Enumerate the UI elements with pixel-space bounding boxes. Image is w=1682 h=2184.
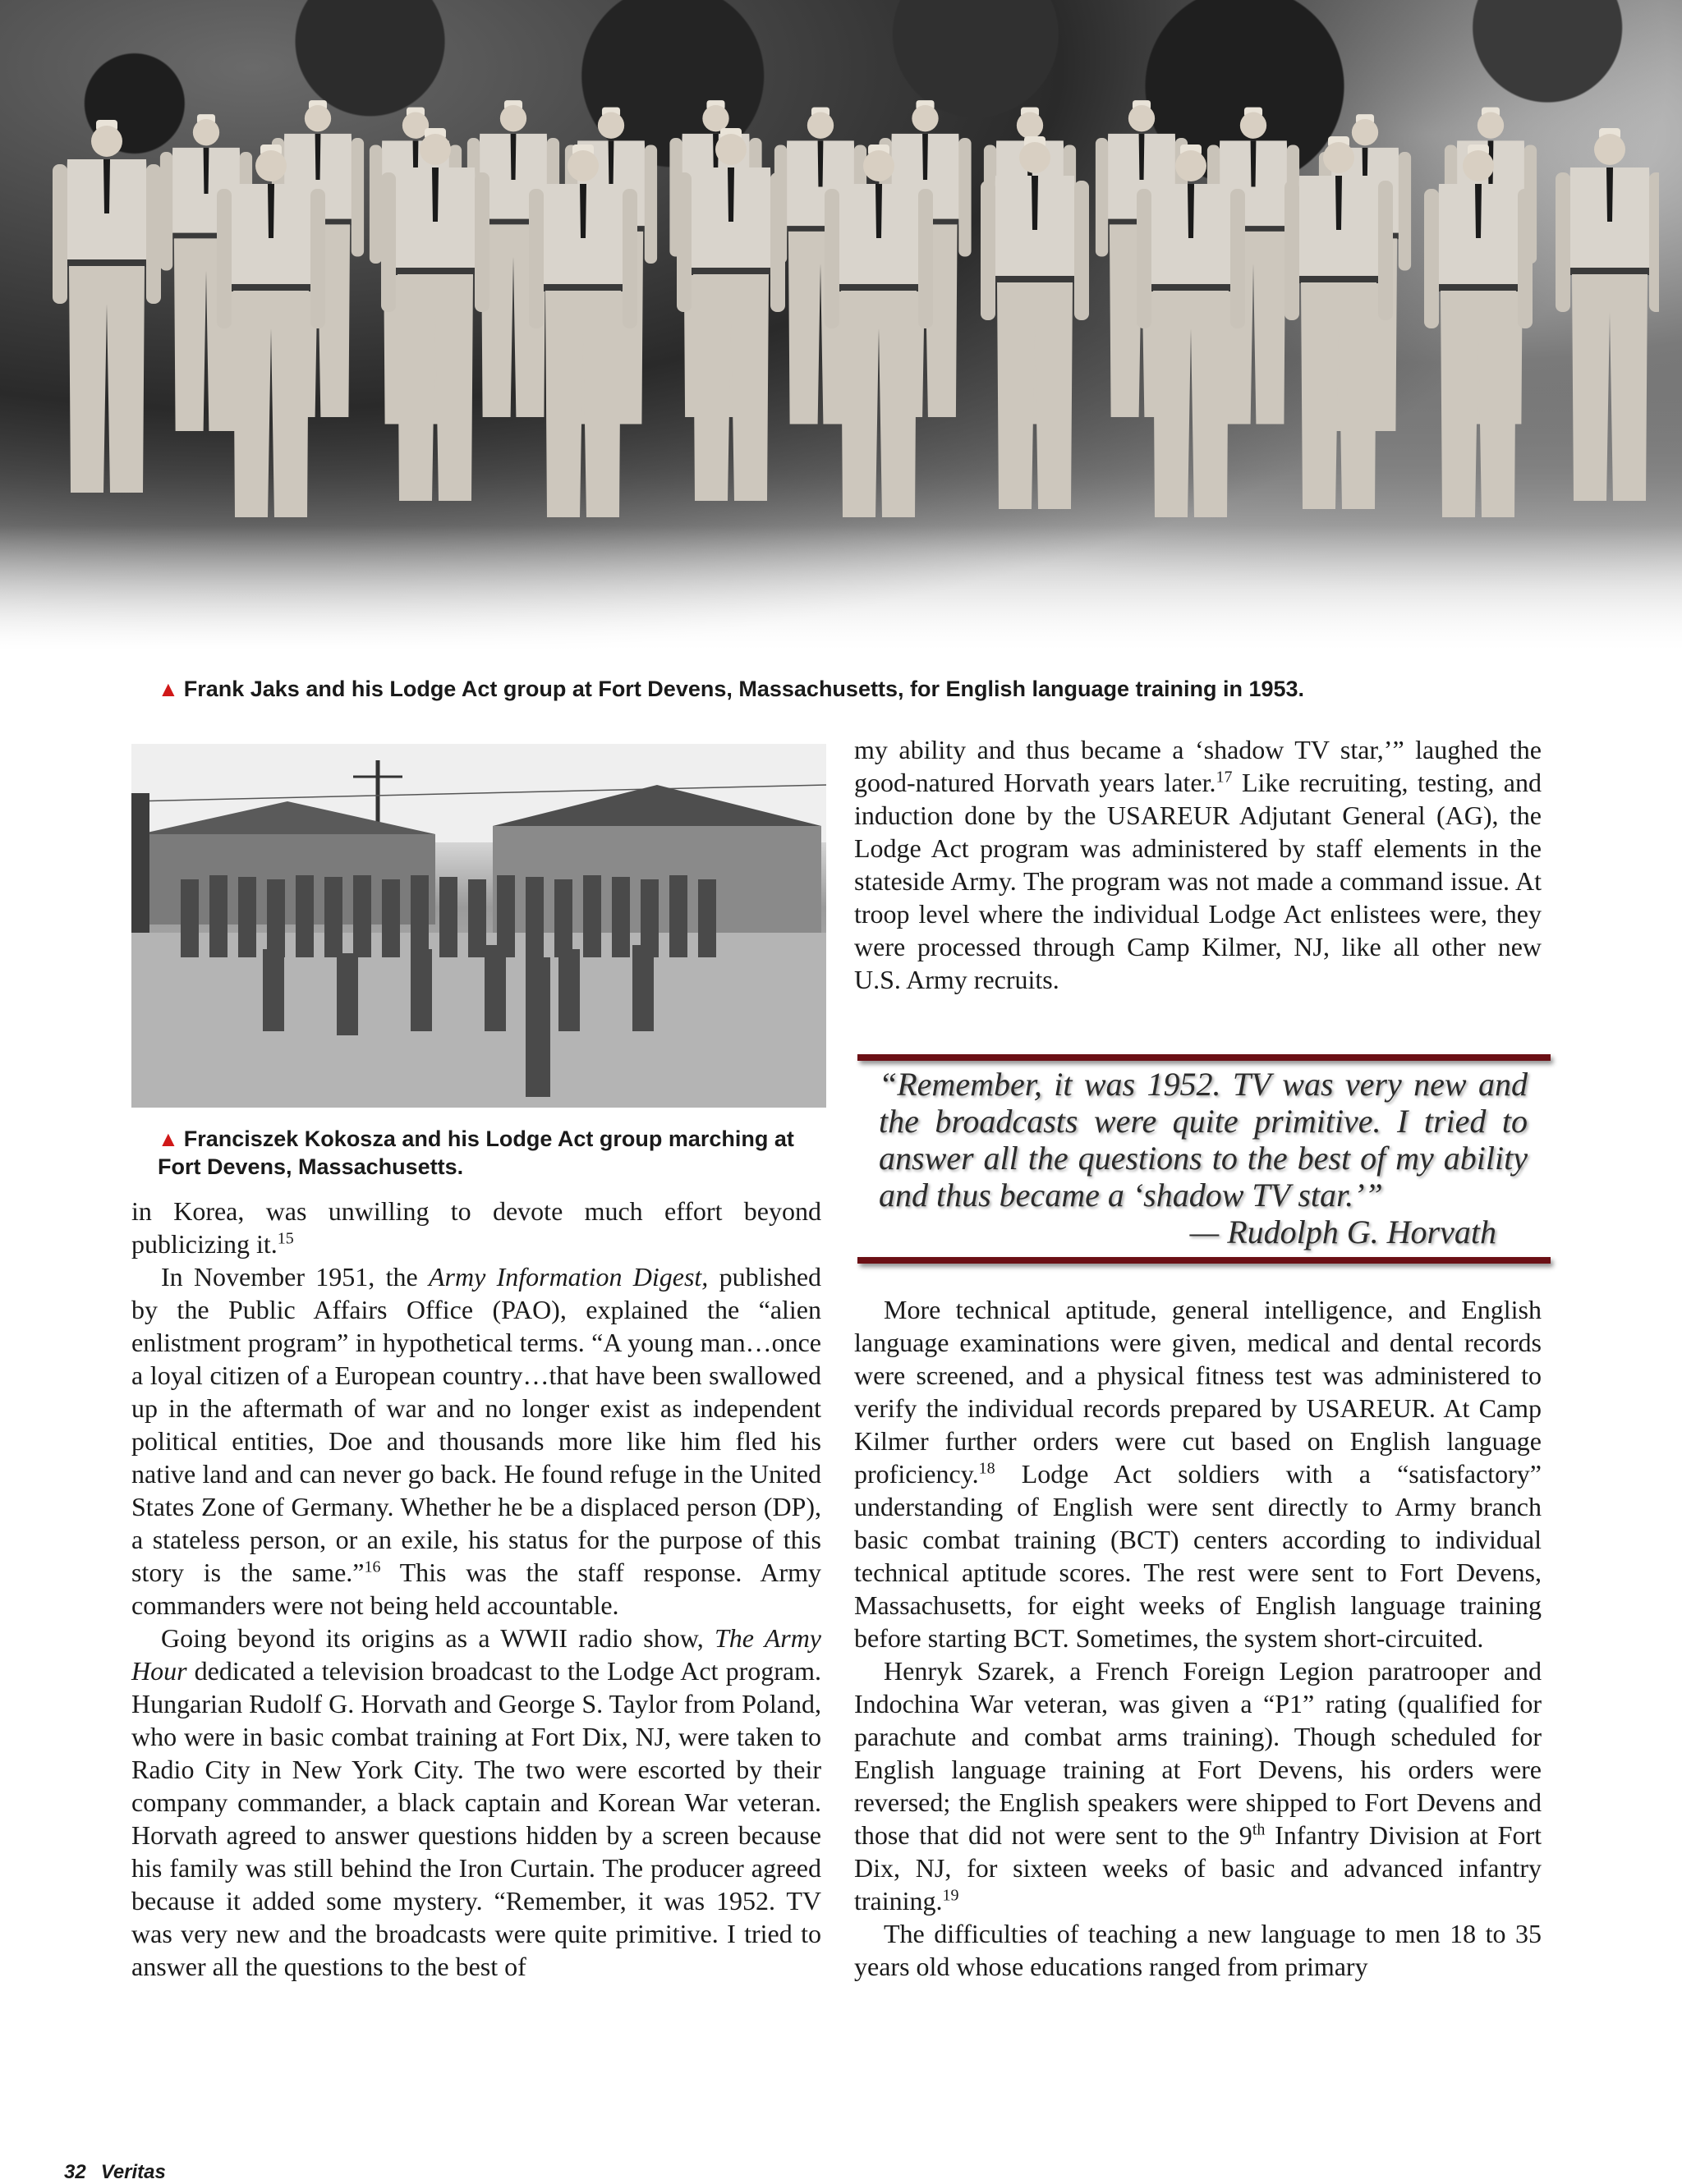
caption-triangle-icon: ▲ bbox=[158, 677, 179, 701]
top-photo-caption-text: Frank Jaks and his Lodge Act group at Fort Devens, Massachusetts, for English language training in 1953. bbox=[183, 677, 1305, 701]
right-paragraph-1: my ability and thus became a ‘shadow TV star,’” laughed the good-natured Horvath years later.$^{17}$ Like recruiting, testing, and induction done by the USAREUR Adjutant General (AG), the Lodge Act program was administered by staff elements in the stateside Army. The program was not made a command issue. At troop level where the individual Lodge Act enlistees were, they were processed through Camp Kilmer, NJ, like all other new U.S. Army recruits. bbox=[854, 735, 1542, 994]
pull-quote-bottom-rule bbox=[857, 1257, 1551, 1264]
ordinal-suffix: th bbox=[1252, 1820, 1266, 1839]
left-column bbox=[131, 1195, 821, 1983]
footnote-ref: 15 bbox=[277, 1229, 294, 1248]
pull-quote-text: “Remember, it was 1952. TV was very new and the broadcasts were quite primitive. I tried to answer all the questions to the best of my ability and thus became a ‘shadow TV star.’” bbox=[879, 1066, 1528, 1214]
right-paragraph-3: Henryk Szarek, a French Foreign Legion paratrooper and Indochina War veteran, was given a “P1” rating (qualified for parachute and combat arms training). Though scheduled for English language training at Fort Devens, his orders were reversed; the English speakers were shipped to Fort Devens and those that did not were sent to the 9th Infantry Division at Fort Dix, NJ, for sixteen weeks of basic and advanced infantry training.$^{19}$ bbox=[854, 1656, 1542, 1916]
footnote-ref: 19 bbox=[942, 1886, 959, 1905]
footnote-ref: 16 bbox=[364, 1558, 381, 1576]
marching-photo-caption bbox=[158, 1125, 831, 1181]
photo-fade bbox=[0, 525, 1682, 673]
caption-triangle-icon: ▲ bbox=[158, 1126, 179, 1151]
right-column-lower bbox=[854, 1293, 1542, 1983]
pull-quote-top-rule bbox=[857, 1054, 1551, 1061]
right-paragraph-2: More technical aptitude, general intelligence, and English language examinations were given, medical and dental records were screened, and a physical fitness test was administered to verify the individual records prepared by USAREUR. At Camp Kilmer further orders were cut based on English language proficiency.$^{18}$ Lodge Act soldiers with a “satisfactory” understanding of English were sent directly to Army branch basic combat training (BCT) centers according to individual technical aptitude scores. The rest were sent to Fort Devens, Massachusetts, for eight weeks of English language training before starting BCT. Sometimes, the system short-circuited. bbox=[854, 1295, 1542, 1653]
marching-photo-caption-text: Franciszek Kokosza and his Lodge Act group marching at Fort Devens, Massachusetts. bbox=[158, 1126, 794, 1179]
footnote-ref: 17 bbox=[1216, 768, 1233, 787]
left-paragraph-2: In November 1951, the Army Information Digest, published by the Public Affairs Office (PAO), explained the “alien enlistment program” in hypothetical terms. “A young man…once a loyal citizen of a European country…that have been swallowed up in the aftermath of war and no longer exist as independent political entities, Doe and thousands more like him fled his native land and can never go back. He found refuge in the United States Zone of Germany. Whether he be a displaced person (DP), a stateless person, or an exile, his status for the purpose of this story is the same.”$^{16}$ This was the staff response. Army commanders were not being held accountable. bbox=[131, 1262, 822, 1620]
pull-quote-attribution: — Rudolph G. Horvath bbox=[1189, 1214, 1496, 1250]
left-paragraph-3: Going beyond its origins as a WWII radio show, The Army Hour dedicated a television broadcast to the Lodge Act program. Hungarian Rudolf G. Horvath and George S. Taylor from Poland, who were in basic combat training at Fort Dix, NJ, were taken to Radio City in New York City. The two were escorted by their company commander, a black captain and Korean War veteran. Horvath agreed to answer questions hidden by a screen because his family was still behind the Iron Curtain. The producer agreed because it added some mystery. “Remember, it was 1952. TV was very new and the broadcasts were quite primitive. I tried to answer all the questions to the best of bbox=[131, 1623, 822, 1981]
group-photo bbox=[0, 0, 1682, 673]
footnote-ref: 18 bbox=[978, 1459, 995, 1478]
page-footer bbox=[64, 2161, 181, 2184]
marching-illustration bbox=[131, 744, 826, 1108]
right-paragraph-4: The difficulties of teaching a new language to men 18 to 35 years old whose educations ranged from primary bbox=[854, 1919, 1542, 1981]
publication-name: Veritas bbox=[100, 2161, 166, 2183]
right-column-upper bbox=[854, 733, 1542, 996]
pull-quote bbox=[879, 1066, 1528, 1250]
page-number: 32 bbox=[64, 2161, 86, 2183]
top-photo-caption bbox=[158, 675, 1304, 703]
marching-photo bbox=[131, 744, 826, 1108]
left-paragraph-1: in Korea, was unwilling to devote much effort beyond publicizing it.$^{15}$ bbox=[131, 1196, 821, 1259]
